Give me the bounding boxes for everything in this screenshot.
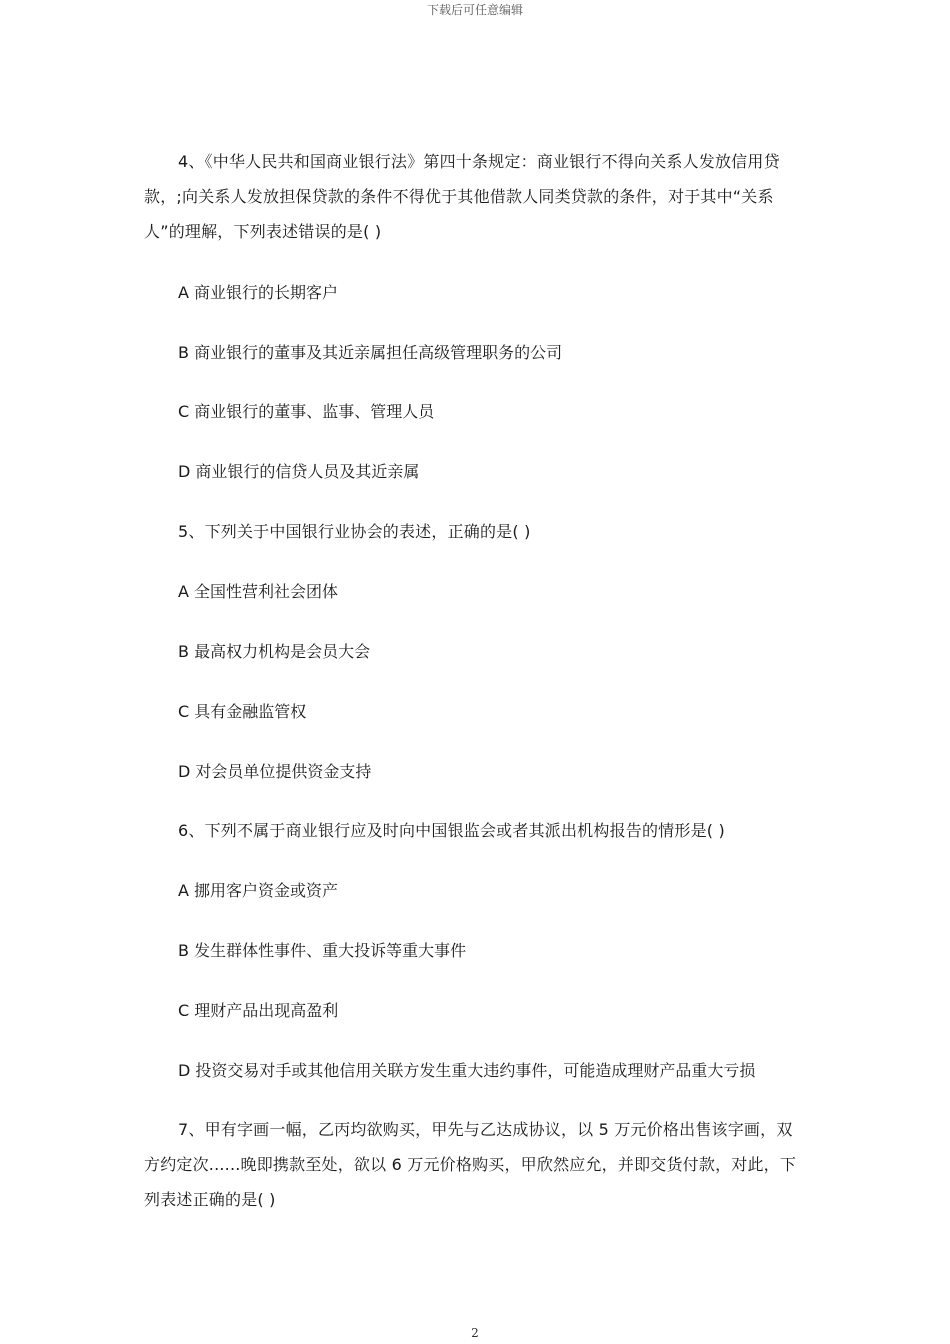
page-number: 2 xyxy=(471,1326,479,1340)
question-5-option-b: B 最高权力机构是会员大会 xyxy=(178,642,371,661)
question-5-stem: 5、下列关于中国银行业协会的表述，正确的是( ) xyxy=(178,522,531,541)
question-6-option-c: C 理财产品出现高盈利 xyxy=(178,1001,339,1020)
question-4-option-c: C 商业银行的董事、监事、管理人员 xyxy=(178,402,435,421)
question-4-option-d: D 商业银行的信贷人员及其近亲属 xyxy=(178,462,420,481)
question-6-option-d: D 投资交易对手或其他信用关联方发生重大违约事件，可能造成理财产品重大亏损 xyxy=(178,1061,756,1080)
question-4-option-b: B 商业银行的董事及其近亲属担任高级管理职务的公司 xyxy=(178,343,563,362)
question-6-option-b: B 发生群体性事件、重大投诉等重大事件 xyxy=(178,941,467,960)
question-6-option-a: A 挪用客户资金或资产 xyxy=(178,881,339,900)
page-header: 下载后可任意编辑 xyxy=(426,3,523,17)
question-5-option-c: C 具有金融监管权 xyxy=(178,702,307,721)
question-7-stem: 7、甲有字画一幅，乙丙均欲购买，甲先与乙达成协议，以 5 万元价格出售该字画，双方约定次......晚即携款至处，欲以 6 万元价格购买，甲欣然应允，并即交货付款，对此，下列表述正确的是( ) xyxy=(144,1120,797,1209)
question-4-stem: 4、《中华人民共和国商业银行法》第四十条规定：商业银行不得向关系人发放信用贷款，;向关系人发放担保贷款的条件不得优于其他借款人同类贷款的条件，对于其中“关系人”的理解，下列表述错误的是( ) xyxy=(144,152,780,241)
question-6-stem: 6、下列不属于商业银行应及时向中国银监会或者其派出机构报告的情形是( ) xyxy=(178,821,725,840)
question-5-option-d: D 对会员单位提供资金支持 xyxy=(178,762,372,781)
question-4-option-a: A 商业银行的长期客户 xyxy=(178,283,339,302)
question-5-option-a: A 全国性营利社会团体 xyxy=(178,582,339,601)
